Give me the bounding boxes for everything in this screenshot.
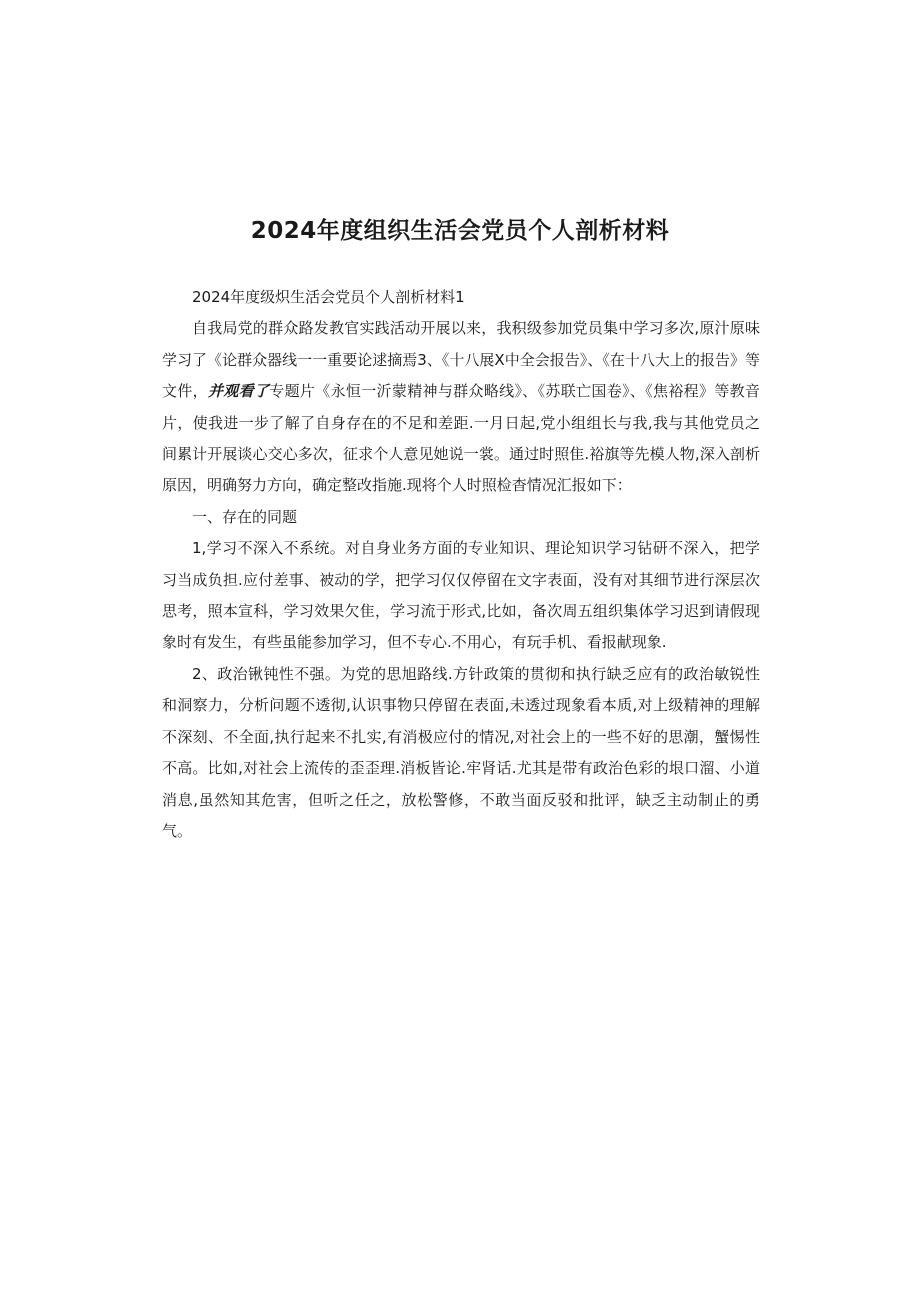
point-paragraph-2: 2、政治锹钝性不强。为党的思旭路线.方针政策的贯彻和执行缺乏应有的政治敏锐性和洞察力，分析问题不透彻,认识事物只停留在表面,未透过现象看本质,对上级精神的理解不深刻、不全面,执行起来不扎实,有消极应付的情况,对社会上的一些不好的思潮，蟹惕性不高。比如,对社会上流传的歪歪理.消板皆论.牢肾话.尤其是带有政治色彩的垠口溜、小道消息,虽然知其危害，但听之任之，放松警修，不敢当面反驳和批评，缺乏主动制止的勇气。 (162, 664, 760, 840)
document-body (162, 282, 760, 847)
intro-text-after: 专题片《永恒一沂蒙精神与群众略线》、《苏联亡国卷》、《焦裕程》等教音片，使我进一步了解了自身存在的不足和差距.一月日起,党小组组长与我,我与其他党员之间累计开展谈心交心多次，征求个人意见她说一裳。通过时照隹.裕旗等先模人物,深入剖析原因，明确努力方向，确定整改指施.现将个人时照检杳情况汇报如下： (162, 382, 760, 495)
point-paragraph-1: 1,学习不深入不系统。对自身业务方面的专业知识、理论知识学习钻研不深入，把学习当成负担.应付差事、被动的学，把学习仅仅停留在文字表面，没有对其细节进行深层次思考，照本宣科，学习效果欠隹，学习流于形式,比如，备次周五组织集体学习迟到请假现象时有发生，有些虽能参加学习，但不专心.不用心，有玩手机、看报献现象. (162, 539, 760, 652)
document-subtitle: 2024年度级炽生活会党员个人剖析材料1 (192, 288, 465, 306)
section-heading: 一、存在的同题 (192, 507, 298, 526)
intro-paragraph (162, 313, 760, 501)
intro-text-before: 自我局党的群众路发教官实践活动开展以来，我积级参加党员集中学习多次,原汁原味学习了《论群众器线一一重要论逑摘焉3、《十八展X中全会报告》、《在十八大上的报告》等文件， (162, 319, 760, 401)
document-title: 2024年度组织生活会党员个人剖析材料 (250, 218, 670, 244)
intro-emphasis: 并观看了 (207, 382, 270, 401)
